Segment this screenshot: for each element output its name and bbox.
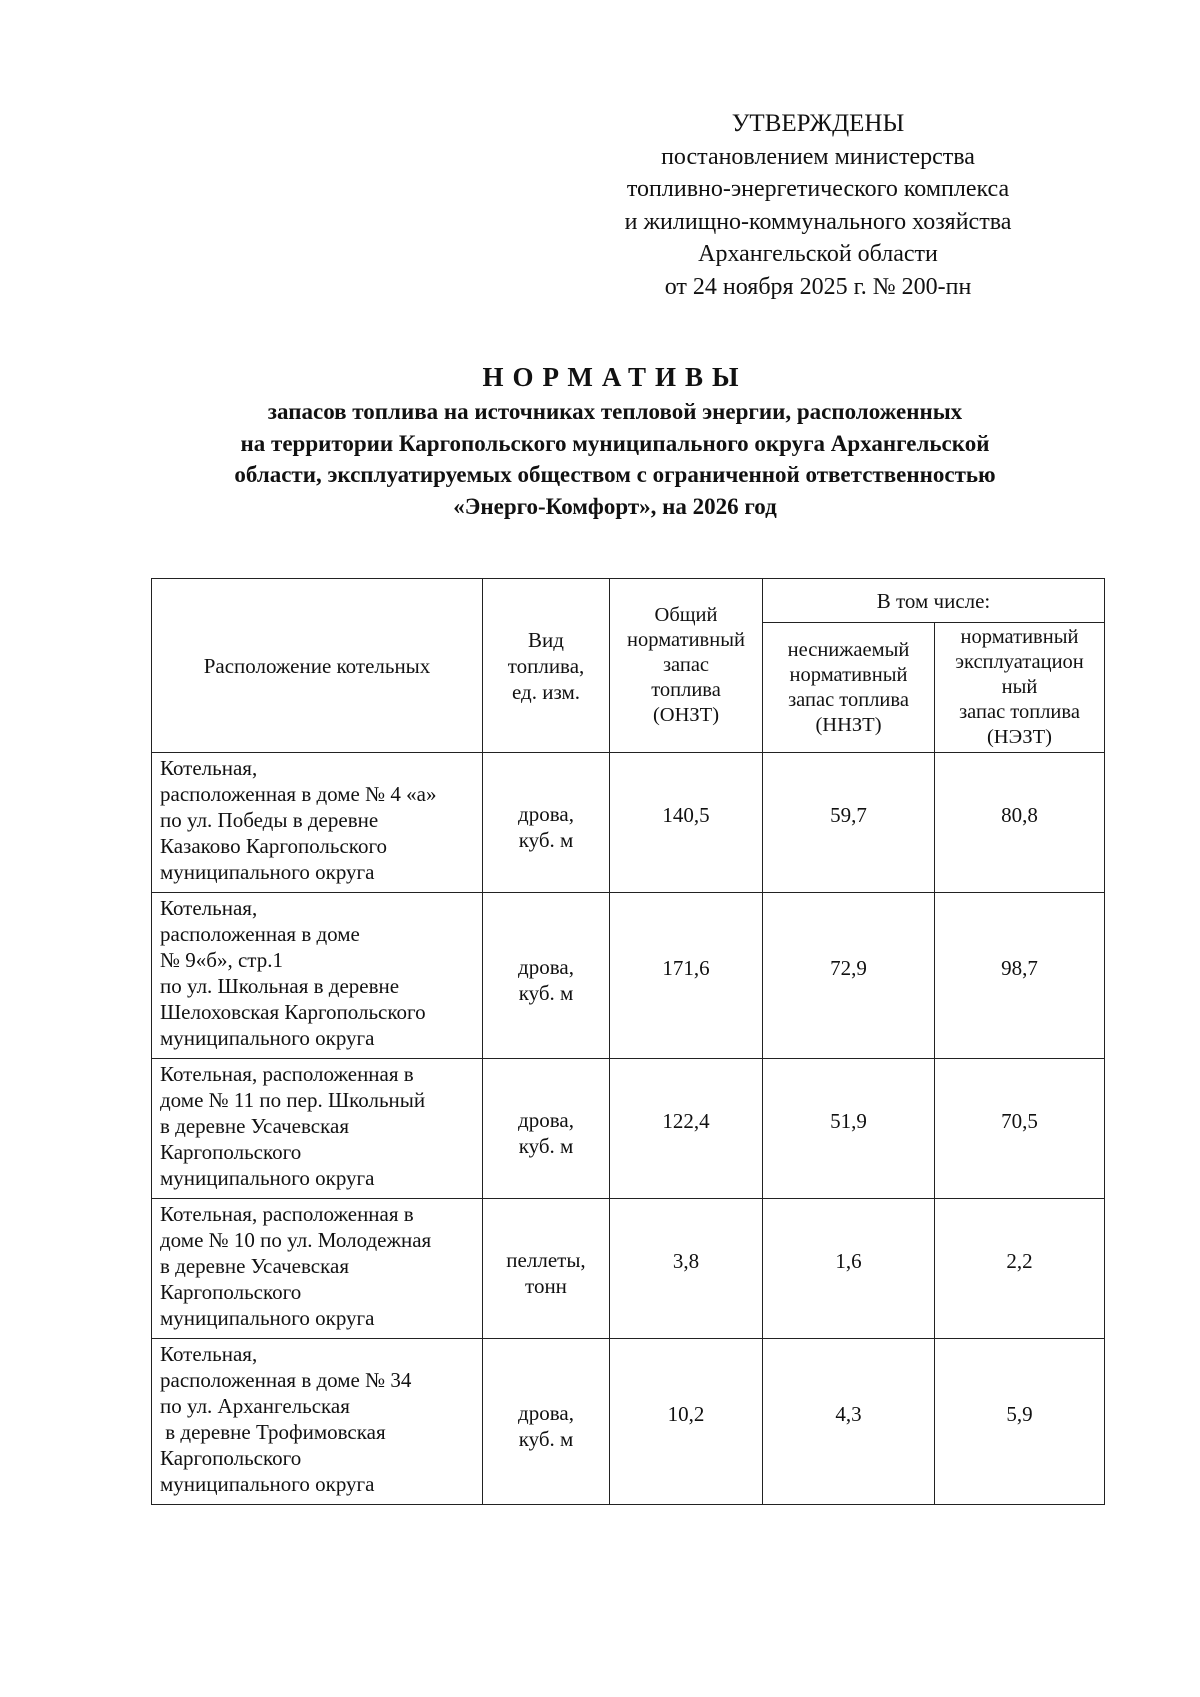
approval-title: УТВЕРЖДЕНЫ [731, 110, 905, 137]
nezt-value: 5,9 [935, 1339, 1105, 1505]
total-reserve: 122,4 [610, 1059, 763, 1199]
document-subtitle-line: «Энерго-Комфорт», на 2026 год [453, 493, 777, 519]
total-reserve: 140,5 [610, 753, 763, 893]
document-title: НОРМАТИВЫ [482, 362, 748, 392]
nezt-value: 80,8 [935, 753, 1105, 893]
nezt-value: 98,7 [935, 893, 1105, 1059]
approval-block [598, 108, 1038, 303]
fuel-type: дрова, куб. м [483, 753, 610, 893]
approval-line: топливно-энергетического комплекса [626, 176, 1010, 202]
boiler-location: Котельная, расположенная в доме № 11 по пер. Школьный в деревне Усачевская Каргопольского муниципального округа [152, 1059, 483, 1199]
header-including: В том числе: [763, 579, 1105, 623]
header-nezt: нормативный эксплуатацион ный запас топлива (НЭЗТ) [935, 623, 1105, 753]
document-subtitle-line: области, эксплуатируемых обществом с ограниченной ответственностью [234, 462, 996, 487]
fuel-type: пеллеты, тонн [483, 1199, 610, 1339]
nnzt-value: 1,6 [763, 1199, 935, 1339]
table-row [152, 1059, 1105, 1199]
nnzt-value: 4,3 [763, 1339, 935, 1505]
table-row [152, 893, 1105, 1059]
total-reserve: 10,2 [610, 1339, 763, 1505]
nnzt-value: 51,9 [763, 1059, 935, 1199]
document-subtitle-line: запасов топлива на источниках тепловой энергии, расположенных [267, 399, 963, 424]
boiler-location: Котельная, расположенная в доме № 34 по ул. Архангельская в деревне Трофимовская Каргопольского муниципального округа [152, 1339, 483, 1505]
fuel-type: дрова, куб. м [483, 1339, 610, 1505]
approval-date: от 24 ноября 2025 г. № 200-пн [664, 273, 972, 300]
table-row [152, 753, 1105, 893]
boiler-location: Котельная, расположенная в доме № 10 по ул. Молодежная в деревне Усачевская Каргопольского муниципального округа [152, 1199, 483, 1339]
approval-line: постановлением министерства [661, 143, 975, 170]
boiler-location: Котельная, расположенная в доме № 4 «а» по ул. Победы в деревне Казаково Каргопольского муниципального округа [152, 753, 483, 893]
nnzt-value: 72,9 [763, 893, 935, 1059]
boiler-location: Котельная, расположенная в доме № 9«б», стр.1 по ул. Школьная в деревне Шелоховская Каргопольского муниципального округа [152, 893, 483, 1059]
total-reserve: 171,6 [610, 893, 763, 1059]
header-total-reserve: Общий нормативный запас топлива (ОНЗТ) [610, 579, 763, 753]
nezt-value: 2,2 [935, 1199, 1105, 1339]
total-reserve: 3,8 [610, 1199, 763, 1339]
document-subtitle-line: на территории Каргопольского муниципального округа Архангельской [240, 430, 990, 456]
approval-line: Архангельской области [698, 241, 938, 267]
approval-line: и жилищно-коммунального хозяйства [624, 208, 1012, 235]
document-heading [130, 362, 1100, 522]
header-fuel-type: Вид топлива, ед. изм. [483, 579, 610, 753]
nezt-value: 70,5 [935, 1059, 1105, 1199]
nnzt-value: 59,7 [763, 753, 935, 893]
table-row [152, 1199, 1105, 1339]
fuel-type: дрова, куб. м [483, 893, 610, 1059]
fuel-type: дрова, куб. м [483, 1059, 610, 1199]
header-nnzt: неснижаемый нормативный запас топлива (ННЗТ) [763, 623, 935, 753]
table-row [152, 1339, 1105, 1505]
fuel-norms-table [151, 578, 1105, 1505]
header-location: Расположение котельных [152, 579, 483, 753]
